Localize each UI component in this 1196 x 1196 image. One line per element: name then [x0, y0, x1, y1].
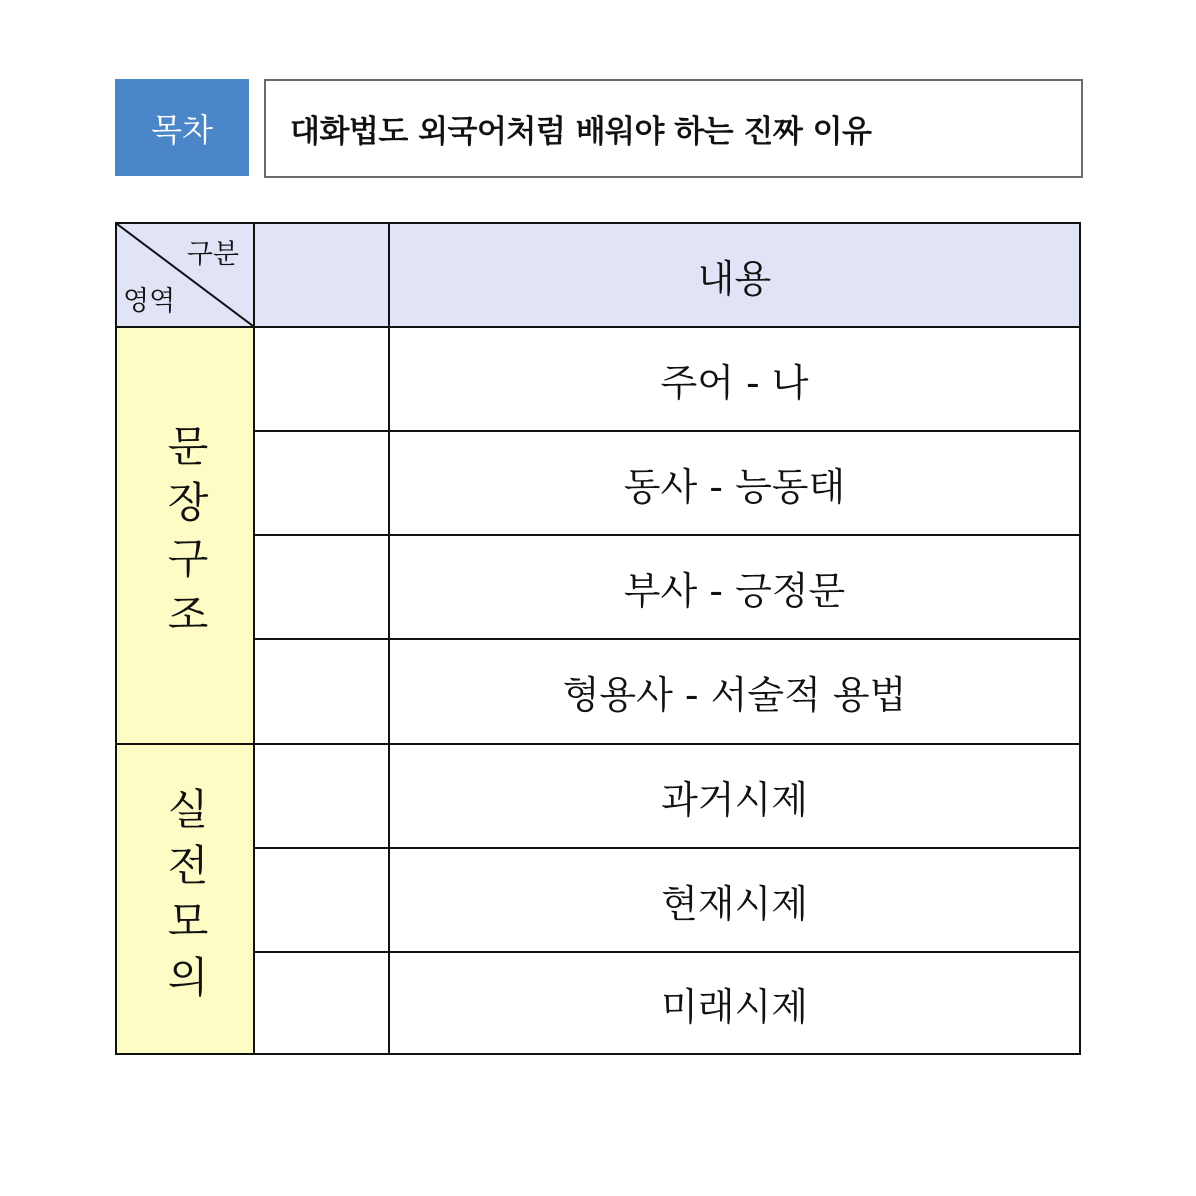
row-content-text: 과거시제	[661, 777, 808, 822]
table-row	[390, 953, 1079, 1053]
row-blank-cell	[255, 953, 390, 1053]
row-blank-cell	[255, 849, 390, 953]
table-row	[390, 849, 1079, 953]
row-content-text: 미래시제	[661, 984, 808, 1029]
table-row	[390, 328, 1079, 432]
content-header-label: 내용	[697, 256, 772, 301]
table-row	[390, 536, 1079, 640]
table-row	[390, 640, 1079, 745]
row-blank-cell	[255, 432, 390, 536]
row-blank-cell	[255, 745, 390, 849]
toc-label: 목차	[151, 110, 213, 149]
contents-table	[115, 222, 1081, 1055]
toc-badge	[115, 79, 249, 176]
area-cell-practice-test	[117, 745, 255, 1053]
table-row	[390, 745, 1079, 849]
row-content-text: 주어 - 나	[660, 360, 809, 405]
header-blank-cell	[255, 224, 390, 328]
header-content-cell	[390, 224, 1079, 328]
row-content-text: 형용사 - 서술적 용법	[562, 673, 907, 717]
row-content-text: 동사 - 능동태	[623, 464, 846, 509]
row-content-text: 현재시제	[661, 881, 808, 926]
row-blank-cell	[255, 536, 390, 640]
page-title: 대화법도 외국어처럼 배워야 하는 진짜 이유	[290, 114, 872, 150]
area-label: 문장구조	[161, 423, 210, 648]
row-blank-cell	[255, 328, 390, 432]
header-corner-cell	[117, 224, 255, 328]
area-label: 실전모의	[161, 787, 210, 1011]
corner-category-label: 구분	[186, 239, 239, 270]
area-cell-sentence-structure	[117, 328, 255, 745]
title-box	[264, 79, 1083, 178]
corner-area-label: 영역	[123, 286, 176, 317]
row-blank-cell	[255, 640, 390, 745]
row-content-text: 부사 - 긍정문	[623, 568, 846, 613]
table-row	[390, 432, 1079, 536]
